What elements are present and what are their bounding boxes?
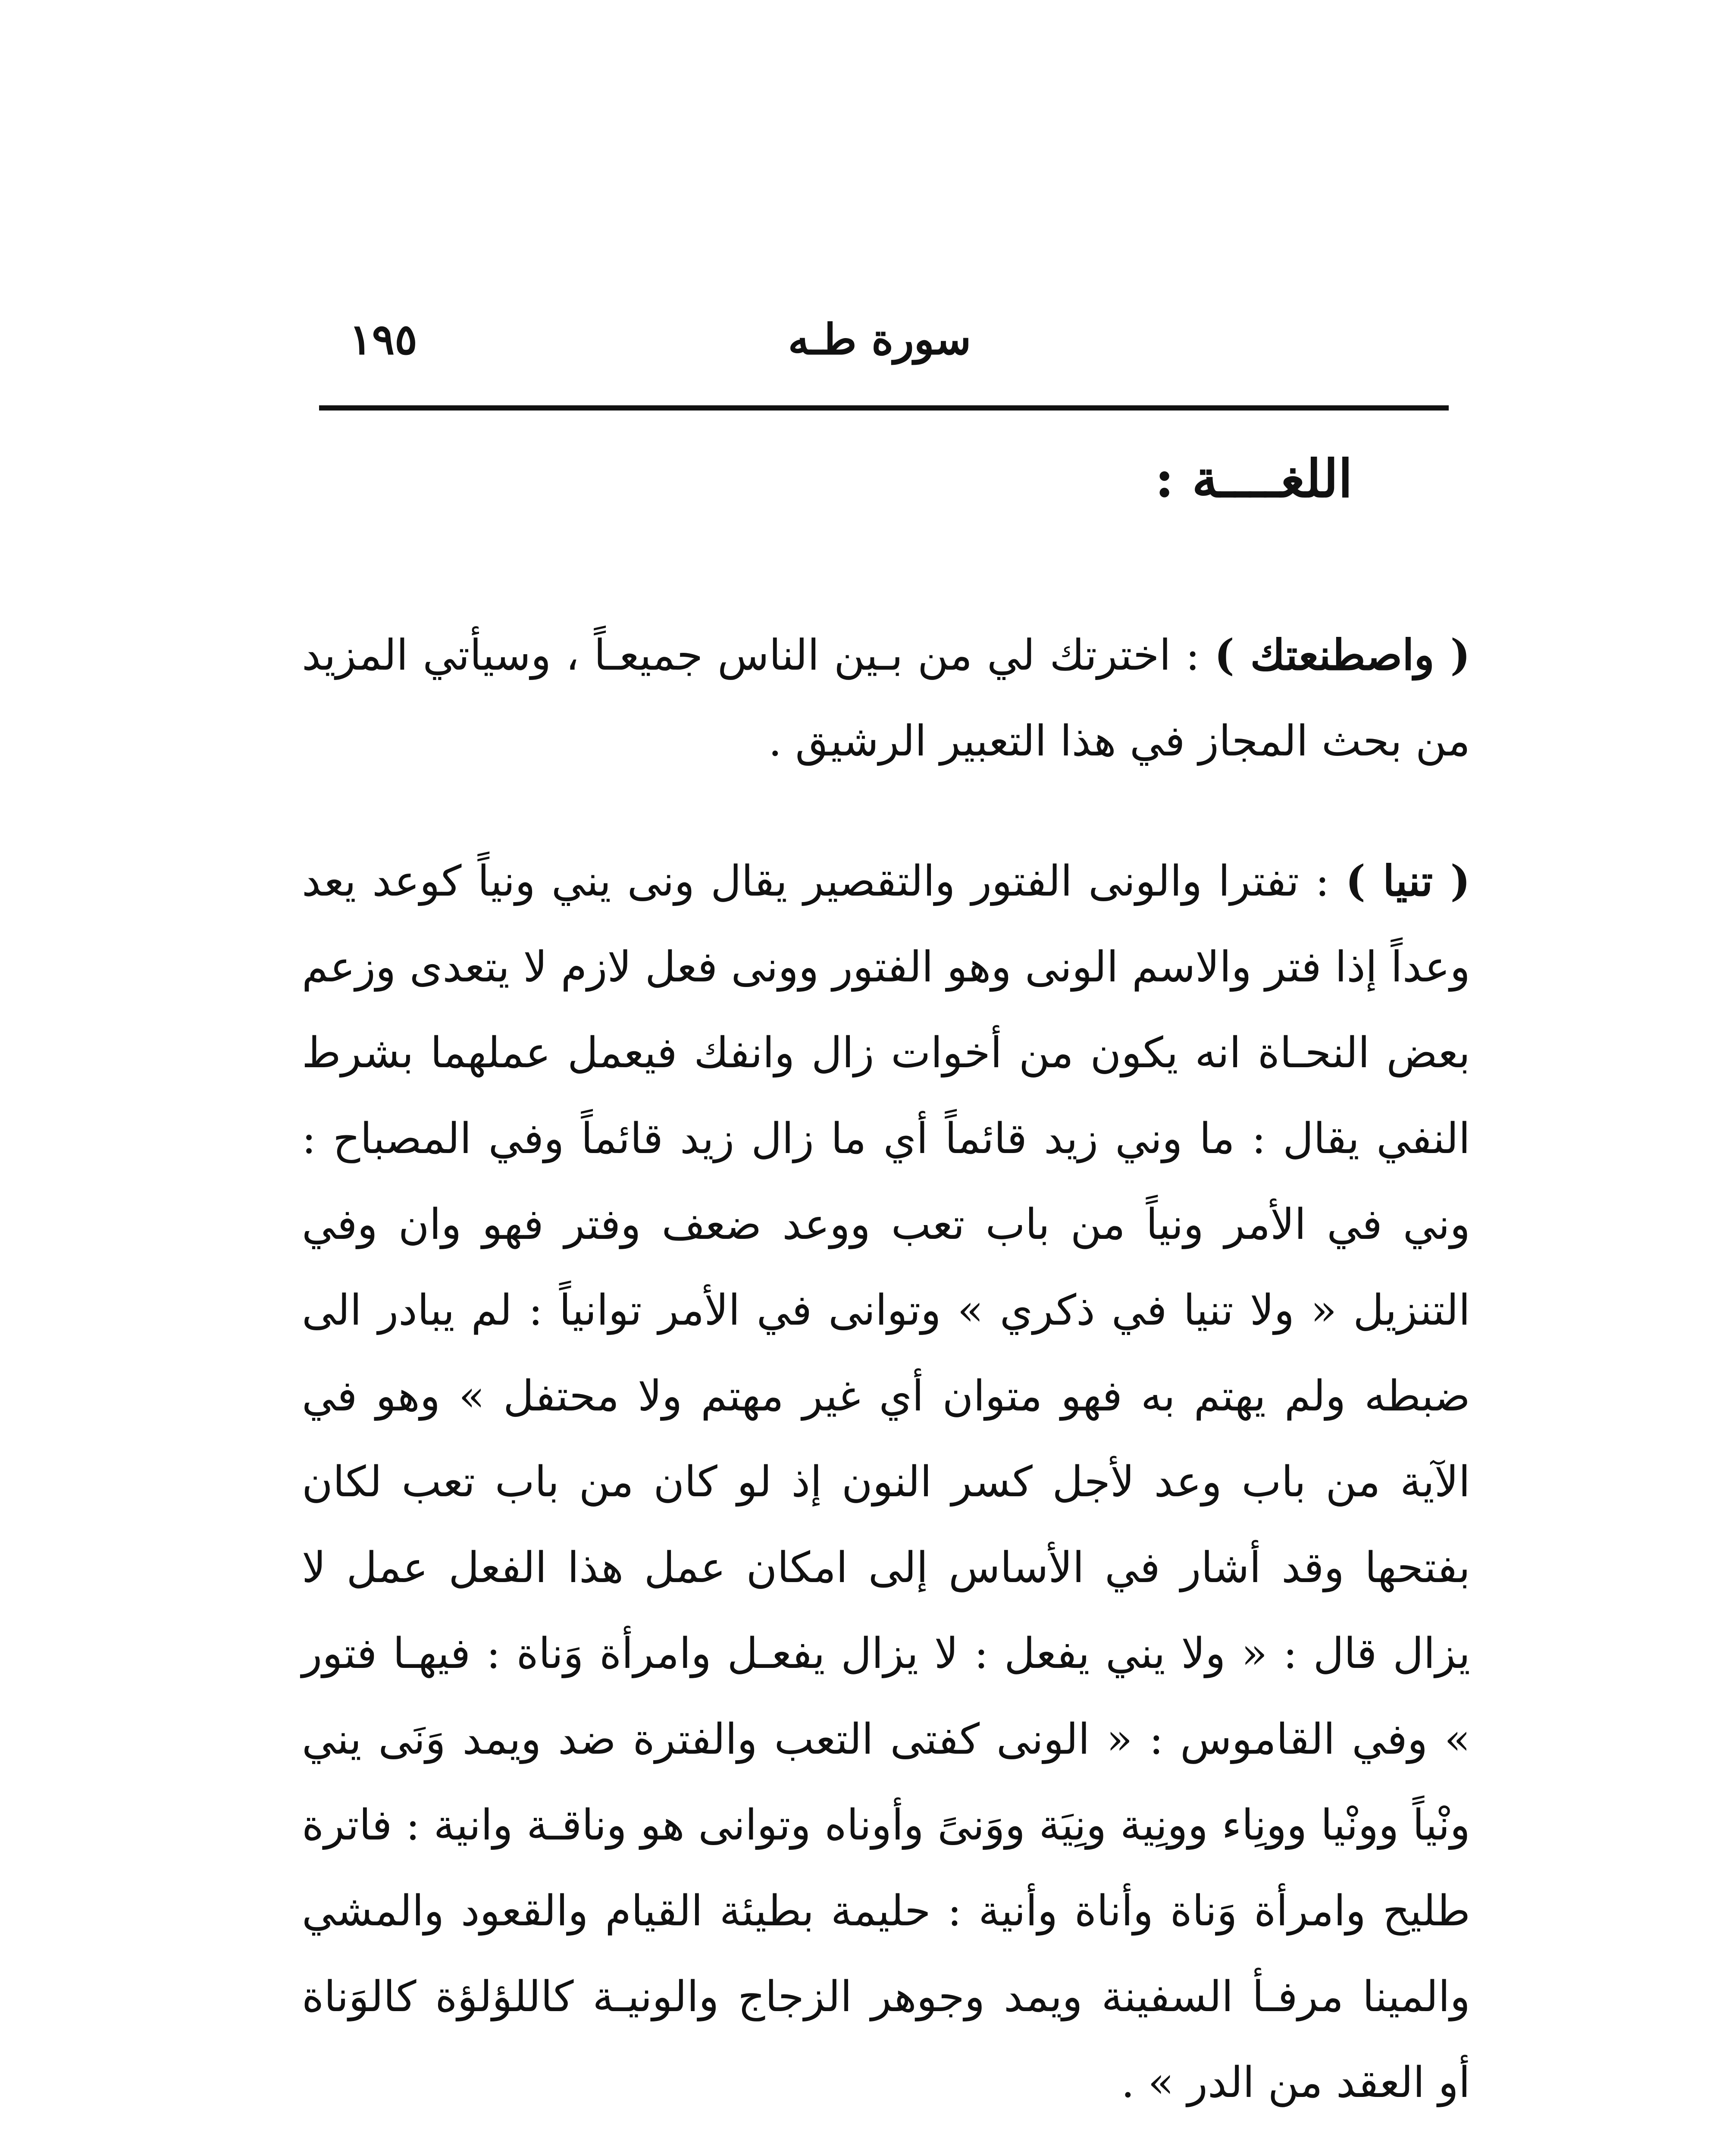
- paragraph-text: : تفترا والونى الفتور والتقصير يقال ونى يني ونياً كوعد يعد وعداً إذا فتر والاسم الونى وهو الفتور وونى فعل لازم لا يتعدى وزعم بعض النحـاة انه يكون من أخوات زال وانفك فيعمل عملهما بشرط النفي يقال : ما وني زيد قائماً أي ما زال زيد قائماً وفي المصباح : وني في الأمر ونياً من باب تعب ووعد ضعف وفتر فهو وان وفي التنزيل « ولا تنيا في ذكري » وتوانى في الأمر توانياً : لم يبادر الى ضبطه ولم يهتم به فهو متوان أي غير مهتم ولا محتفل » وهو في الآية من باب وعد لأجل كسر النون إذ لو كان من باب تعب لكان بفتحها وقد أشار في الأساس إلى امكان عمل هذا الفعل عمل لا يزال قال : « ولا يني يفعل : لا يزال يفعـل وامرأة وَناة : فيهـا فتور » وفي القاموس : « الونى كفتى التعب والفترة ضد ويمد وَنَى يني ونْياً وونْيا وونِاء وونِية ونِيَة ووَنىً وأوناه وتوانى هو وناقـة وانية : فاترة طليح وامرأة وَناة وأناة وأنية : حليمة بطيئة القيام والقعود والمشي والمينا مرفـأ السفينة ويمد وجوهر الزجاج والونيـة كاللؤلؤة كالوَناة أو العقد من الدر » .: [302, 857, 1470, 2107]
- header-divider: [319, 405, 1449, 411]
- paragraph-term: ( واصطنعتك ): [1214, 630, 1470, 680]
- paragraph-taniya: [302, 838, 1470, 2126]
- paragraph-text: : اخترتك لي من بـين الناس جميعـاً ، وسيأتي المزيد من بحث المجاز في هذا التعبير الرشيق .: [302, 631, 1470, 766]
- surah-title: سورة طـه: [788, 315, 971, 364]
- page-number: ١٩٥: [349, 315, 417, 364]
- paragraph-term: ( تنيا ): [1345, 856, 1470, 906]
- paragraph-wastanatuka: [302, 612, 1470, 784]
- body-text: [302, 612, 1470, 2156]
- running-head: [319, 310, 1440, 379]
- section-heading: اللغــــة :: [1155, 448, 1353, 509]
